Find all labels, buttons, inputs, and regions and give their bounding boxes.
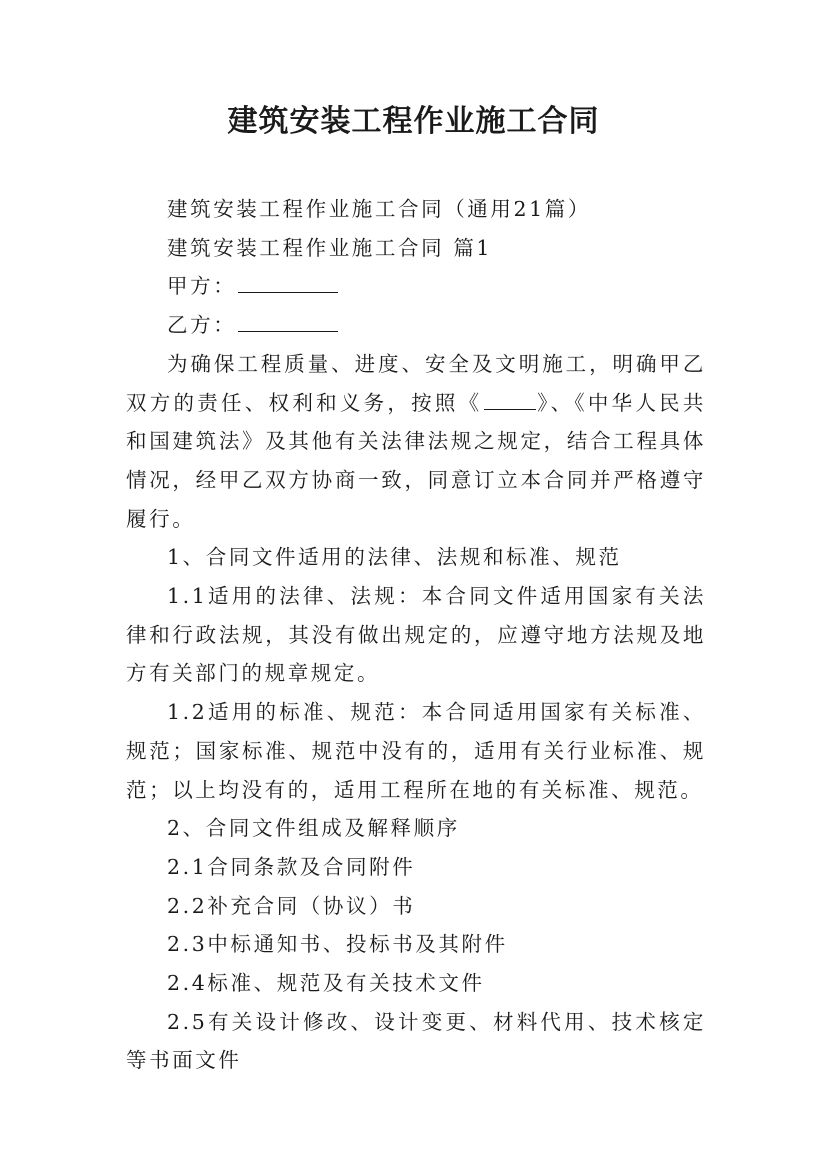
document-subtitle: 建筑安装工程作业施工合同（通用21篇）: [167, 197, 591, 221]
party-b-label: 乙方：: [167, 313, 237, 338]
party-b-blank: [238, 310, 338, 333]
document-body: [126, 190, 706, 1080]
party-a-label: 甲方：: [167, 274, 237, 299]
section-1-2-paragraph: 1.2适用的标准、规范：本合同适用国家有关标准、规范；国家标准、规范中没有的，适用有关行业标准、规范；以上均没有的，适用工程所在地的有关标准、规范。: [126, 700, 706, 802]
regulation-name-blank: [484, 387, 536, 410]
section-2-2-item: 2.2补充合同（协议）书: [167, 893, 416, 918]
document-title: 建筑安装工程作业施工合同: [227, 104, 600, 139]
party-b-line: [126, 306, 706, 345]
section-2-4-item: 2.4标准、规范及有关技术文件: [167, 971, 485, 996]
party-a-blank: [238, 271, 338, 294]
intro-text-before-blank: 为确保工程质量、进度、安全及文明施工，明确甲乙双方的责任、权利和义务，按照《: [126, 351, 706, 415]
section-2-1-item: 2.1合同条款及合同附件: [167, 854, 416, 879]
intro-paragraph: [126, 345, 706, 539]
section-2-heading: 2、合同文件组成及解释顺序: [167, 816, 460, 841]
intro-text-after-blank: 》、《中华人民共和国建筑法》及其他有关法律法规之规定，结合工程具体情况，经甲乙双方协商一致，同意订立本合同并严格遵守履行。: [126, 390, 706, 531]
section-1-1-paragraph: 1.1适用的法律、法规：本合同文件适用国家有关法律和行政法规，其没有做出规定的，应遵守地方法规及地方有关部门的规章规定。: [126, 584, 706, 686]
section-2-5-item: 2.5有关设计修改、设计变更、材料代用、技术核定等书面文件: [126, 1009, 706, 1073]
part-heading: 建筑安装工程作业施工合同 篇1: [167, 235, 493, 260]
party-a-line: [126, 267, 706, 306]
section-1-heading: 1、合同文件适用的法律、法规和标准、规范: [167, 545, 622, 570]
section-2-3-item: 2.3中标通知书、投标书及其附件: [167, 932, 508, 957]
